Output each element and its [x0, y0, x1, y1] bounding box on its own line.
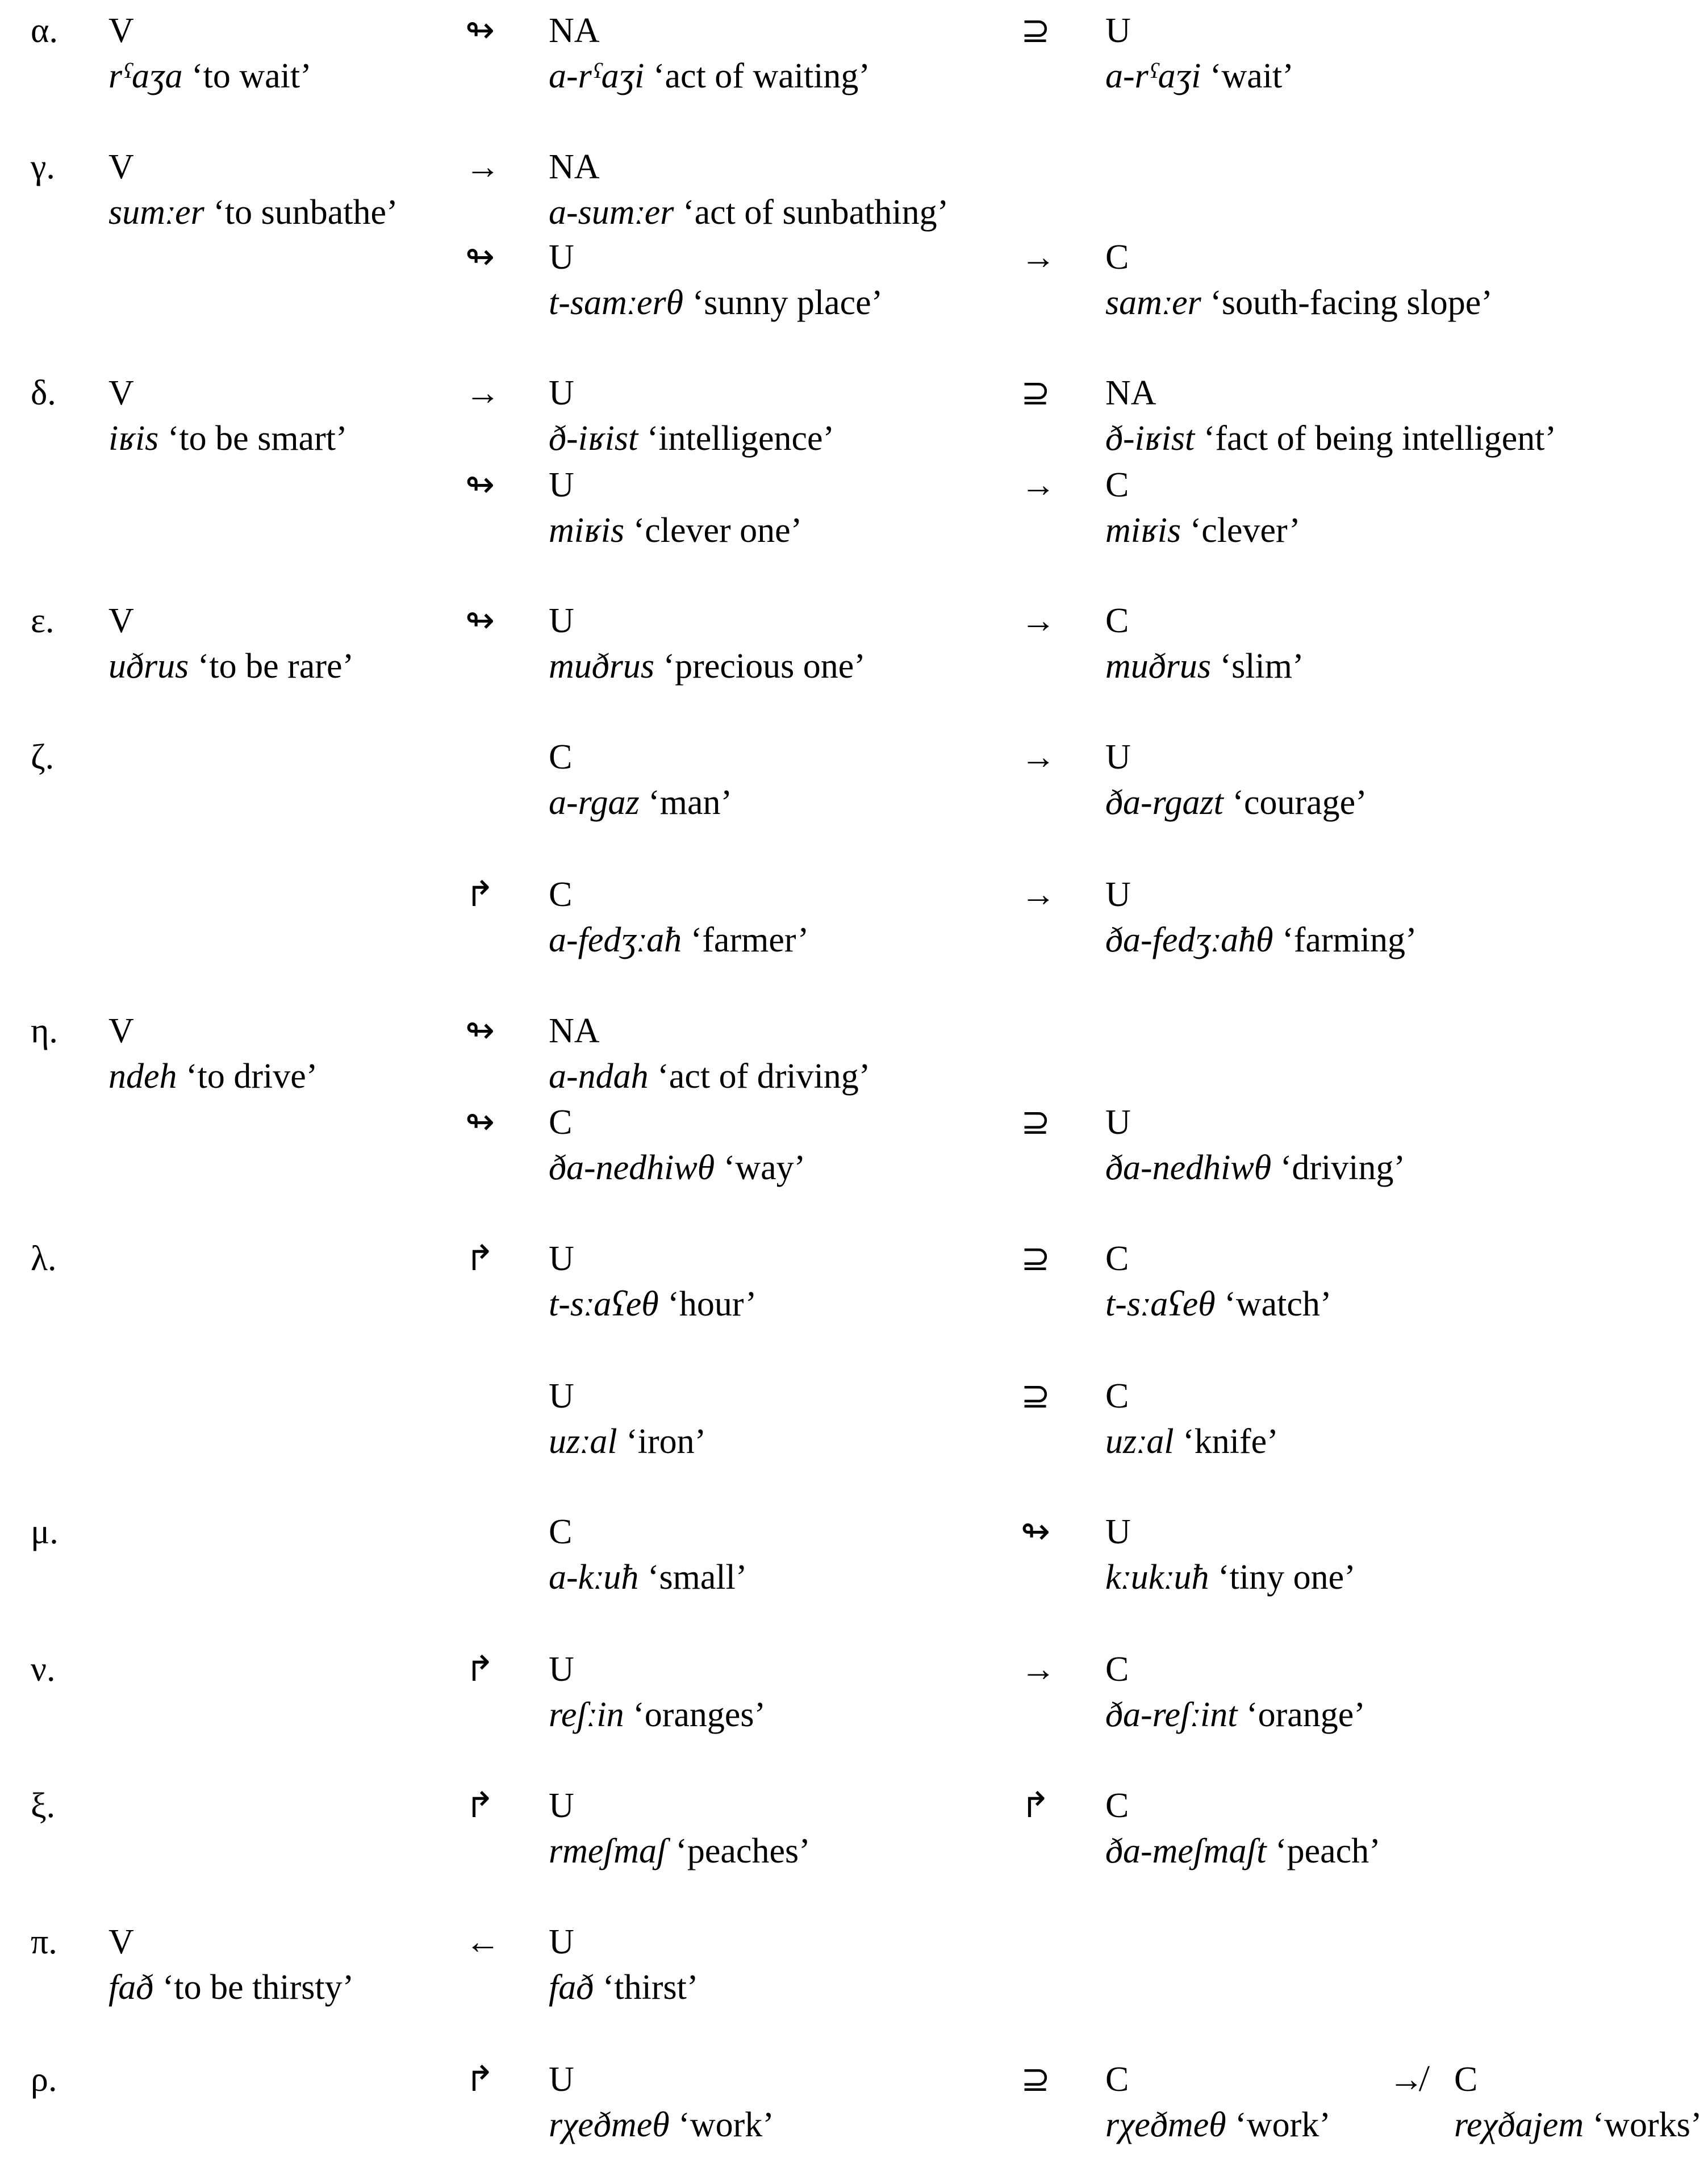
crossed-arrow-icon: ↛ — [1389, 2060, 1424, 2099]
example-label: λ. — [31, 1239, 57, 1278]
word-form: uzːal — [1105, 1422, 1174, 1461]
loop-arrow-icon: ↬ — [465, 1012, 495, 1050]
gloss: ‘to be rare’ — [197, 647, 354, 686]
word-form: a-rgaz — [549, 783, 640, 822]
category-label: NA — [549, 11, 600, 50]
derivation-cell — [1105, 1783, 1381, 1874]
category-label: U — [1105, 875, 1131, 914]
gloss: ‘work’ — [678, 2106, 774, 2144]
gloss: ‘to drive’ — [186, 1057, 318, 1096]
category-label: C — [549, 1513, 573, 1551]
gloss: ‘to wait’ — [191, 57, 312, 95]
derivation-cell — [108, 1008, 318, 1099]
derivation-cell — [1105, 598, 1304, 689]
word-form: reχðajem — [1454, 2106, 1584, 2144]
arrow-right-icon: → — [1021, 1650, 1056, 1689]
example-label: η. — [31, 1012, 58, 1050]
category-label: C — [1105, 1650, 1129, 1689]
gloss: ‘to sunbathe’ — [213, 193, 398, 232]
category-label: V — [108, 1012, 134, 1050]
word-form: rˤaʒa — [108, 57, 183, 95]
derivation-cell — [549, 144, 949, 235]
arrow-right-icon: → — [1021, 238, 1056, 277]
derivation-cell — [1105, 370, 1556, 461]
gloss: ‘act of sunbathing’ — [682, 193, 949, 232]
bent-arrow-icon: ↱ — [465, 1650, 495, 1689]
word-form: uzːal — [549, 1422, 617, 1461]
arrow-right-icon: → — [1021, 738, 1056, 776]
example-label: π. — [31, 1923, 57, 1961]
word-form: a-kːuħ — [549, 1558, 639, 1597]
derivation-cell — [108, 1919, 354, 2010]
category-label: U — [1105, 738, 1131, 776]
category-label: C — [1105, 466, 1129, 504]
gloss: ‘wait’ — [1209, 57, 1294, 95]
word-form: samːer — [1105, 283, 1201, 322]
arrow-right-icon: → — [465, 148, 500, 186]
category-label: U — [549, 602, 574, 640]
arrow-right-icon: → — [465, 374, 500, 412]
derivation-cell — [1105, 1647, 1365, 1738]
word-form: rχeðmeθ — [549, 2106, 670, 2144]
word-form: sumːer — [108, 193, 204, 232]
gloss: ‘courage’ — [1232, 783, 1367, 822]
superset-icon: ⊇ — [1021, 1239, 1050, 1278]
gloss: ‘sunny place’ — [692, 283, 883, 322]
example-label: ν. — [31, 1650, 56, 1689]
gloss: ‘hour’ — [667, 1285, 757, 1323]
loop-arrow-icon: ↬ — [465, 11, 495, 50]
category-label: V — [108, 374, 134, 412]
derivation-cell — [549, 1008, 870, 1099]
derivation-cell — [549, 734, 732, 825]
word-form: miʁis — [1105, 511, 1181, 550]
category-label: C — [549, 738, 573, 776]
derivation-cell — [108, 8, 312, 99]
word-form: t-sːaʕeθ — [549, 1285, 659, 1323]
derivation-cell — [1105, 1509, 1356, 1600]
example-label: α. — [31, 11, 58, 50]
gloss: ‘tiny one’ — [1218, 1558, 1356, 1597]
category-label: U — [549, 374, 574, 412]
category-label: C — [549, 1103, 573, 1142]
gloss: ‘work’ — [1235, 2106, 1331, 2144]
category-label: V — [108, 602, 134, 640]
derivation-cell — [108, 144, 398, 235]
category-label: V — [108, 1923, 134, 1961]
word-form: t-samːerθ — [549, 283, 684, 322]
word-form: ða-reʃːint — [1105, 1696, 1238, 1734]
gloss: ‘way’ — [723, 1149, 806, 1187]
derivation-cell — [108, 598, 354, 689]
arrow-right-icon: → — [1021, 875, 1056, 914]
derivation-cell — [1105, 235, 1493, 325]
gloss: ‘clever’ — [1189, 511, 1301, 550]
arrow-right-icon: → — [1021, 602, 1056, 640]
gloss: ‘act of waiting’ — [653, 57, 871, 95]
bent-arrow-icon: ↱ — [465, 875, 495, 914]
derivation-cell — [1105, 1100, 1405, 1191]
superset-icon: ⊇ — [1021, 1103, 1050, 1142]
category-label: U — [549, 2060, 574, 2099]
derivation-cell — [549, 1919, 698, 2010]
example-label: μ. — [31, 1513, 59, 1551]
category-label: C — [1105, 1377, 1129, 1415]
example-label: ξ. — [31, 1786, 56, 1825]
gloss: ‘watch’ — [1224, 1285, 1332, 1323]
category-label: U — [549, 238, 574, 277]
category-label: V — [108, 11, 134, 50]
category-label: U — [549, 1923, 574, 1961]
bent-arrow-icon: ↱ — [465, 2060, 495, 2099]
word-form: a-rˤaʒi — [549, 57, 645, 95]
derivation-cell — [1105, 462, 1301, 553]
arrow-right-icon: → — [1021, 466, 1056, 504]
derivation-cell — [1105, 1373, 1279, 1464]
gloss: ‘clever one’ — [633, 511, 803, 550]
word-form: reʃːin — [549, 1696, 624, 1734]
category-label: NA — [549, 1012, 600, 1050]
gloss: ‘act of driving’ — [657, 1057, 871, 1096]
gloss: ‘farming’ — [1282, 921, 1417, 959]
word-form: ndeh — [108, 1057, 177, 1096]
derivation-cell — [549, 1783, 811, 1874]
loop-arrow-icon: ↬ — [465, 1103, 495, 1142]
category-label: NA — [1105, 374, 1156, 412]
category-label: NA — [549, 148, 600, 186]
gloss: ‘small’ — [647, 1558, 747, 1597]
gloss: ‘oranges’ — [633, 1696, 766, 1734]
bent-arrow-icon: ↱ — [465, 1239, 495, 1278]
category-label: C — [1454, 2060, 1478, 2099]
loop-arrow-icon: ↬ — [1021, 1513, 1050, 1551]
category-label: V — [108, 148, 134, 186]
derivation-cell — [1105, 8, 1294, 99]
derivation-cell — [549, 1236, 757, 1327]
superset-icon: ⊇ — [1021, 1377, 1050, 1415]
gloss: ‘iron’ — [626, 1422, 707, 1461]
word-form: ða-fedʒːaħθ — [1105, 921, 1273, 959]
derivation-cell — [549, 1100, 805, 1191]
word-form: ða-nedhiwθ — [549, 1149, 715, 1187]
derivation-cell — [549, 1647, 766, 1738]
gloss: ‘man’ — [648, 783, 733, 822]
arrow-left-icon: ← — [465, 1923, 500, 1961]
word-form: a-ndah — [549, 1057, 649, 1096]
gloss: ‘to be smart’ — [167, 419, 348, 458]
word-form: iʁis — [108, 419, 159, 458]
word-form: kːukːuħ — [1105, 1558, 1209, 1597]
word-form: ða-meʃmaʃt — [1105, 1832, 1267, 1870]
category-label: U — [1105, 11, 1131, 50]
example-label: ρ. — [31, 2060, 57, 2099]
bent-arrow-icon: ↱ — [1021, 1786, 1050, 1825]
category-label: C — [1105, 602, 1129, 640]
category-label: U — [549, 1786, 574, 1825]
gloss: ‘driving’ — [1280, 1149, 1406, 1187]
word-form: ða-nedhiwθ — [1105, 1149, 1272, 1187]
gloss: ‘intelligence’ — [646, 419, 835, 458]
derivation-cell — [1105, 734, 1367, 825]
word-form: uðrus — [108, 647, 189, 686]
gloss: ‘to be thirsty’ — [162, 1968, 354, 2007]
gloss: ‘works’ — [1592, 2106, 1702, 2144]
gloss: ‘farmer’ — [690, 921, 809, 959]
example-label: δ. — [31, 374, 56, 412]
derivation-cell — [549, 370, 834, 461]
derivation-cell — [549, 462, 802, 553]
word-form: muðrus — [1105, 647, 1212, 686]
word-form: ða-rgazt — [1105, 783, 1223, 822]
word-form: a-rˤaʒi — [1105, 57, 1201, 95]
word-form: a-sumːer — [549, 193, 674, 232]
category-label: U — [549, 466, 574, 504]
word-form: rχeðmeθ — [1105, 2106, 1226, 2144]
example-label: ζ. — [31, 738, 55, 776]
category-label: C — [1105, 238, 1129, 277]
derivation-cell — [549, 235, 883, 325]
superset-icon: ⊇ — [1021, 374, 1050, 412]
category-label: U — [549, 1239, 574, 1278]
category-label: C — [1105, 2060, 1129, 2099]
derivation-cell — [549, 2057, 774, 2148]
loop-arrow-icon: ↬ — [465, 466, 495, 504]
gloss: ‘knife’ — [1183, 1422, 1279, 1461]
derivation-cell — [549, 598, 866, 689]
derivation-cell — [549, 1509, 747, 1600]
derivation-cell — [549, 1373, 706, 1464]
category-label: C — [549, 875, 573, 914]
category-label: U — [549, 1650, 574, 1689]
category-label: U — [1105, 1103, 1131, 1142]
derivation-cell — [1454, 2057, 1702, 2148]
category-label: U — [1105, 1513, 1131, 1551]
loop-arrow-icon: ↬ — [465, 602, 495, 640]
derivation-cell — [549, 872, 809, 963]
derivation-cell — [549, 8, 870, 99]
word-form: miʁis — [549, 511, 625, 550]
word-form: rmeʃmaʃ — [549, 1832, 667, 1870]
derivation-cell — [1105, 1236, 1332, 1327]
loop-arrow-icon: ↬ — [465, 238, 495, 277]
example-label: ε. — [31, 602, 55, 640]
gloss: ‘peach’ — [1275, 1832, 1381, 1870]
word-form: fað — [108, 1968, 154, 2007]
derivation-cell — [1105, 872, 1417, 963]
gloss: ‘south-facing slope’ — [1210, 283, 1493, 322]
word-form: fað — [549, 1968, 594, 2007]
word-form: ð-iʁist — [549, 419, 638, 458]
bent-arrow-icon: ↱ — [465, 1786, 495, 1825]
superset-icon: ⊇ — [1021, 11, 1050, 50]
gloss: ‘orange’ — [1246, 1696, 1365, 1734]
example-label: γ. — [31, 148, 55, 186]
word-form: a-fedʒːaħ — [549, 921, 682, 959]
category-label: C — [1105, 1786, 1129, 1825]
derivation-cell — [108, 370, 348, 461]
gloss: ‘precious one’ — [663, 647, 866, 686]
word-form: t-sːaʕeθ — [1105, 1285, 1216, 1323]
category-label: U — [549, 1377, 574, 1415]
category-label: C — [1105, 1239, 1129, 1278]
superset-icon: ⊇ — [1021, 2060, 1050, 2099]
gloss: ‘thirst’ — [602, 1968, 699, 2007]
word-form: ð-iʁist — [1105, 419, 1195, 458]
derivation-cell — [1105, 2057, 1331, 2148]
gloss: ‘peaches’ — [675, 1832, 811, 1870]
gloss: ‘fact of being intelligent’ — [1203, 419, 1557, 458]
word-form: muðrus — [549, 647, 655, 686]
gloss: ‘slim’ — [1220, 647, 1304, 686]
